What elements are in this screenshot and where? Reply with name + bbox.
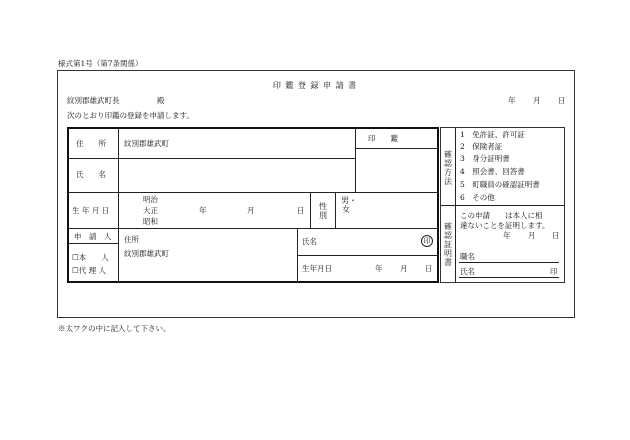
era-taisho: 大正 xyxy=(143,206,158,215)
name-label: 氏 名 xyxy=(76,170,106,179)
certificate-title-label: 職名 xyxy=(460,252,475,261)
addressee: 紋別郡雄武町長 xyxy=(67,96,120,105)
address-label: 住 所 xyxy=(76,139,106,148)
applicant-label: 申 請 人 xyxy=(74,232,112,241)
header-month-label: 月 xyxy=(533,96,541,105)
certificate-name-label: 氏名 xyxy=(460,267,475,276)
certificate-seal-mark: 印 xyxy=(550,267,558,276)
applicant-seal-mark: 印 xyxy=(421,235,433,247)
certificate-year-label: 年 xyxy=(503,231,511,240)
applicant-option-agent[interactable]: ☐代 理 人 xyxy=(72,266,106,275)
era-showa: 昭和 xyxy=(143,217,158,226)
applicant-address-value: 紋別郡雄武町 xyxy=(124,249,169,258)
certificate-day-label: 日 xyxy=(552,231,560,240)
applicant-dob-day-label: 日 xyxy=(425,264,433,273)
main-box xyxy=(67,127,439,283)
dob-month-label: 月 xyxy=(247,206,255,215)
era-meiji: 明治 xyxy=(143,195,158,204)
header-year-label: 年 xyxy=(508,96,516,105)
verification-item-2: 2 保険者証 xyxy=(460,142,503,151)
verification-item-6: 6 その他 xyxy=(460,193,495,202)
applicant-name-label: 氏名 xyxy=(302,237,317,246)
footnote: ※太ワクの中に記入して下さい。 xyxy=(58,324,171,333)
seal-label: 印 鑑 xyxy=(368,134,398,143)
applicant-dob-label: 生年月日 xyxy=(302,264,332,273)
verification-item-5: 5 町職員の確認証明書 xyxy=(460,180,540,189)
verification-item-4: 4 照会書、回答書 xyxy=(460,167,525,176)
certificate-text-line2: 違ないことを証明します。 xyxy=(460,221,550,230)
dob-label: 生 年 月 日 xyxy=(72,206,110,215)
certificate-text-line1: この申請 は本人に相 xyxy=(460,211,543,220)
applicant-dob-year-label: 年 xyxy=(375,264,383,273)
applicant-dob-month-label: 月 xyxy=(400,264,408,273)
applicant-option-self[interactable]: ☐本 人 xyxy=(72,253,109,262)
dob-year-label: 年 xyxy=(199,206,207,215)
certificate-month-label: 月 xyxy=(528,231,536,240)
dob-day-label: 日 xyxy=(297,206,305,215)
verification-label: 確認方法 xyxy=(444,150,452,186)
honorific: 殿 xyxy=(157,96,165,105)
applicant-address-label: 住所 xyxy=(124,235,139,244)
certificate-label: 確認証明書 xyxy=(444,222,452,267)
gender-label: 性別 xyxy=(319,202,327,220)
verification-item-1: 1 免許証、許可証 xyxy=(460,130,525,139)
form-code: 様式第1号（第7条関係） xyxy=(58,59,143,68)
verification-item-3: 3 身分証明書 xyxy=(460,154,510,163)
intro-text: 次のとおり印鑑の登録を申請します。 xyxy=(67,111,194,120)
address-value: 紋別郡雄武町 xyxy=(124,139,169,148)
form-title: 印 鑑 登 録 申 請 書 xyxy=(272,81,358,90)
header-day-label: 日 xyxy=(558,96,566,105)
gender-options: 男・女 xyxy=(341,196,357,214)
